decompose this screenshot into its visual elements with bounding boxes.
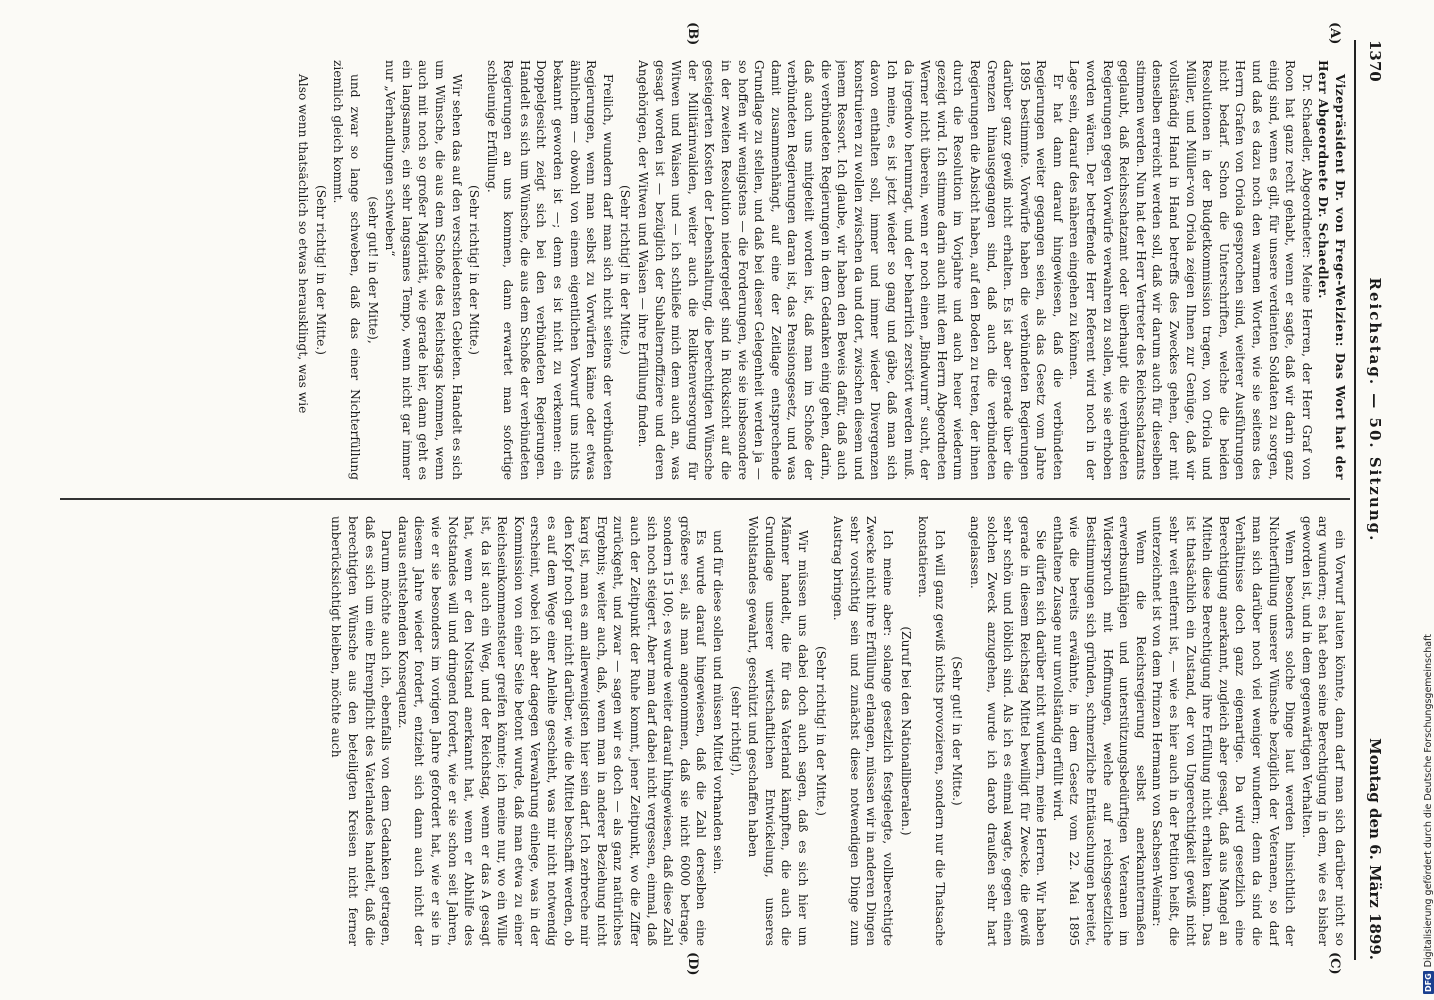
left-column bbox=[60, 60, 1348, 480]
interjection: (Sehr gut! in der Mitte.) bbox=[950, 656, 965, 806]
paragraph: ein Vorwurf lauten könnte, dann darf man sich darüber nicht so arg wundern; es hat eben seine Berechtigung in dem, wie es bisher geworden ist, und in dem gegenwärtigen Verhalten. bbox=[1299, 516, 1347, 946]
margin-marker-c: (C) bbox=[1327, 952, 1342, 975]
paragraph: Also wenn thatsächlich so etwas herausklingt, was wie bbox=[296, 74, 311, 414]
paragraph: Er hat dann darauf hingewiesen, daß die verbündeten Regierungen weiter gegangen seien, als das Gesetz vom Jahre 1895 bestimmte. Vorwürfe haben die verbündeten Regierungen darüber ganz gewiß nicht erhalten. Es ist aber gerade über die Grenzen hinausgegangen sind, daß auch die verbündeten Regierungen die Absicht haben, auf den Boden zu treten, der ihnen durch die Resolution im Vorjahre und auch heuer wiederum gezeigt wird. Ich stimme darin auch mit dem Herrn Abgeordneten Werner nicht überein, wenn er noch einen „Bindwurm“ sucht, der da irgendwo herumragt, und der beharrlich zerstört werden muß. Ich meine, es ist jetzt wieder so gang und gäbe, daß man sich davon enthalten soll, immer und immer wieder Divergenzen konstruieren zu wollen zwischen da und dort, zwischen diesem und jenem Ressort. Ich glaube, wir haben den Beweis dafür, daß auch die verbündeten Regierungen in dem Gedanken einig gehen, darin, daß auch uns mitgeteilt worden ist, daß man im Schoße der verbündeten Regierungen daran ist, das Pensionsgesetz, und was damit zusammenhängt, auf eine der Zeitlage entsprechende Grundlage zu stellen, und daß bei dieser Gelegenheit werden ja — so hoffen wir wenigstens — die Forderungen, wie sie insbesondere in der zweiten Resolution niedergelegt sind in Rücksicht auf die gesteigerten Kosten der Lebenshaltung, die berechtigten Wünsche der Militärinvaliden, weiter auch die Reliktenversorgung für Witwen und Waisen und — ich schließe mich dem auch an, was gesagt worden ist — bezüglich der Subalternoffiziere und deren Angehörigen, der Witwen und Waisen — ihre Erfüllung finden. bbox=[636, 60, 1065, 480]
interjection: (sehr richtig!), bbox=[728, 685, 743, 777]
paragraph: Dr. Schaedler, Abgeordneter: Meine Herren, der Herr Graf von Roon hat ganz recht gehabt, wenn er sagte, daß wir darin ganz einig sind, wenn es gilt, für unsere verdienten Soldaten zu sorgen, und daß es dazu noch den warmen Worten, wie sie seitens des Herrn Grafen von Oriola gesprochen sind, weiterer Ausführungen nicht bedarf. Schon die Unterschriften, welche die beiden Resolutionen in der Budgetkommission tragen, von Oriola und Müller, und Müller-von Oriola zeigen Ihnen zur Genüge, daß wir vollständig Hand in Hand betreffs des Zweckes gehen, der mit denselben erreicht werden soll, daß wir darum auch für dieselben stimmen werden. Nun hat der Herr Vertreter des Reichsschatzamts geglaubt, daß Reichsschatzamt oder überhaupt die verbündeten Regierungen gegen Vorwürfe verwahren zu sollen, wie sie erhoben worden wären. Der betreffende Herr Referent wird noch in der Lage sein, darauf des näheren eingehen zu können. bbox=[1067, 60, 1314, 480]
paragraph: Ich will ganz gewiß nichts provozieren, sondern nur die Thatsache konstatieren. bbox=[916, 516, 947, 946]
interjection: (Sehr richtig! in der Mitte.) bbox=[618, 185, 633, 355]
footer-credit: Digitalisierung gefördert durch die Deutsche Forschungsgemeinschaft bbox=[1422, 634, 1434, 968]
interjection: (sehr gut! in der Mitte), bbox=[365, 196, 380, 344]
paragraph: Sie dürfen sich darüber nicht wundern, meine Herren. Wir haben gerade in diesem Reichstag Mittel bewilligt für Zwecke, die gewiß sehr schön und löblich sind. Als ich es einmal wagte, gegen einen solchen Zweck anzugehen, wurde ich darob draußen sehr hart angelassen. bbox=[967, 516, 1049, 946]
paragraph: Freilich, wundern darf man sich nicht seitens der verbündeten Regierungen, wenn man selbst zu Vorwürfen käme oder etwas ähnlichem — obwohl von einem eigentlichen Vorwurf uns nichts bekannt geworden ist —; denn es ist nicht zu verkennen: ein Doppelgesicht zeigt sich bei den verbündeten Regierungen. Handelt es sich um Wünsche, die aus dem Schoße der verbündeten Regierungen an uns kommen, dann erwartet man sofortige schleunige Erfüllung. bbox=[484, 60, 615, 480]
interjection: (Zuruf bei den Nationalliberalen.) bbox=[898, 626, 913, 836]
dfg-logo: DFG bbox=[1423, 973, 1433, 992]
paragraph: und für diese sollen und müssen Mittel vorhanden sein. bbox=[711, 530, 726, 875]
paragraph: Es wurde darauf hingewiesen, daß die Zahl derselben eine größere sei, als man angenommen, daß sie nicht 6000 betrage, sondern 15 100; es wurde weiter darauf hingewiesen, daß diese Zahl sich noch steigert. Aber man darf dabei nicht vergessen, einmal, daß auch der Zeitpunkt der Ruhe kommt, jener Zeitpunkt, wo die Ziffer zurückgeht, und zwar — sagen wir es doch — als ganz natürliches Ergebnis; weiter auch, daß, wenn man in anderer Beziehung nicht karg ist, man es am allerwenigsten hier sein darf. Ich zerbreche mir den Kopf noch gar nicht darüber, wie die Mittel beschafft werden, ob es auf dem Wege einer Anleihe geschieht, was mir nicht notwendig erscheint, wobei ich aber dagegen Verwahrung einlege, was in der Kommission von einer Seite betont wurde, daß man etwa zu einer Reichseinkommensteuer greifen könnte; ich meine nur, wo ein Wille ist, da ist auch ein Weg, und der Reichstag, wenn er das A gesagt hat, wenn er den Notstand anerkannt hat, wenn er Abhilfe des Notstandes will und dringend fordert, wie er sie schon seit Jahren, wie er sie besonders im vorigen Jahre gefordert hat, wie er sie in diesem Jahre wieder fordert, entzieht sich dann auch nicht der daraus entstehenden Konsequenz. bbox=[395, 516, 709, 946]
interjection: (Sehr richtig! in der Mitte.) bbox=[813, 646, 828, 816]
paragraph: Wir sehen das auf den verschiedensten Gebieten. Handelt es sich um Wünsche, die aus dem Schoße des Reichstags kommen, wenn auch mit noch so großer Majorität, wie gerade hier, dann geht es ein langsames, ein sehr langsames Tempo, wenn nicht gar immer nur „Verhandlungen schweben“ bbox=[383, 60, 464, 480]
speaker-line: Vizepräsident Dr. von Frege-Welzien: Das Wort hat der Herr Abgeordnete Dr. Schaedler. bbox=[1316, 60, 1347, 480]
paragraph: und zwar so lange schweben, daß das einer Nichterfüllung ziemlich gleich kommt. bbox=[331, 60, 362, 480]
right-column bbox=[60, 516, 1348, 946]
paragraph: Wir müssen uns dabei doch auch sagen, daß es sich hier um Männer handelt, die für das Vaterland kämpften, die auch die Grundlage unserer wirtschaftlichen Entwickelung, unseres Wohlstandes gewahrt, geschützt und geschaffen haben bbox=[746, 516, 810, 946]
page-date: Montag den 6. März 1899. bbox=[1366, 738, 1384, 960]
paragraph: Wenn besonders solche Dinge laut werden hinsichtlich der Nichterfüllung unserer Wünsche bezüglich der Veteranen, so darf man sich darüber noch viel weniger wundern; denn da sind die Verhältnisse doch ganz eigenartige. Da wird gesetzlich eine Berechtigung anerkannt, zugleich aber gesagt, daß aus Mangel an Mitteln diese Berechtigung ihre Erfüllung nicht erhalten kann. Das ist thatsächlich ein Zustand, der von Ungerechtigkeit gewiß nicht sehr weit entfernt ist, — wie es hier auch in der Petition heißt, die unterzeichnet ist von dem Prinzen Hermann von Sachsen-Weimar: bbox=[1150, 516, 1298, 946]
header-rule bbox=[1354, 40, 1356, 960]
margin-marker-b: (B) bbox=[685, 22, 700, 46]
paragraph: Wenn die Reichsregierung selbst anerkanntermaßen erwerbsunfähigen und unterstützungsbedürftigen Veteranen im Widerspruch mit Hoffnungen, welche auf reichsgesetzliche Bestimmungen sich gründen, schmerzliche Enttäuschungen bereitet, wie die bereits erwähnte, in dem Gesetz vom 22. Mai 1895 enthaltene Zusage nur unvollständig erfüllt wird. bbox=[1050, 516, 1148, 946]
page-title: Reichstag. — 50. Sitzung. bbox=[1366, 277, 1384, 543]
footer bbox=[1414, 610, 1434, 1000]
page-number: 1370 bbox=[1366, 40, 1384, 82]
page-header bbox=[1358, 40, 1392, 960]
interjection: (Sehr richtig! in der Mitte.) bbox=[467, 185, 482, 355]
column-divider bbox=[60, 498, 1350, 500]
margin-marker-d: (D) bbox=[685, 952, 700, 976]
margin-marker-a: (A) bbox=[1327, 22, 1342, 45]
interjection: (Sehr richtig! in der Mitte.) bbox=[313, 185, 328, 355]
paragraph: Ich meine aber: solange gesetzlich festgelegte, vollberechtigte Zwecke nicht ihre Erfüllung erlangen, müssen wir in anderen Dingen sehr vorsichtig sein und zunächst diese notwendigen Dinge zum Austrag bringen. bbox=[831, 516, 895, 946]
paragraph: Darum möchte auch ich, ebenfalls von dem Gedanken getragen, daß es sich um eine Ehrenpflicht des Vaterlandes handelt, daß die berechtigten Wünsche aus den beteiligten Kreisen nicht ferner unberücksichtigt bleiben, möchte auch bbox=[329, 516, 394, 946]
